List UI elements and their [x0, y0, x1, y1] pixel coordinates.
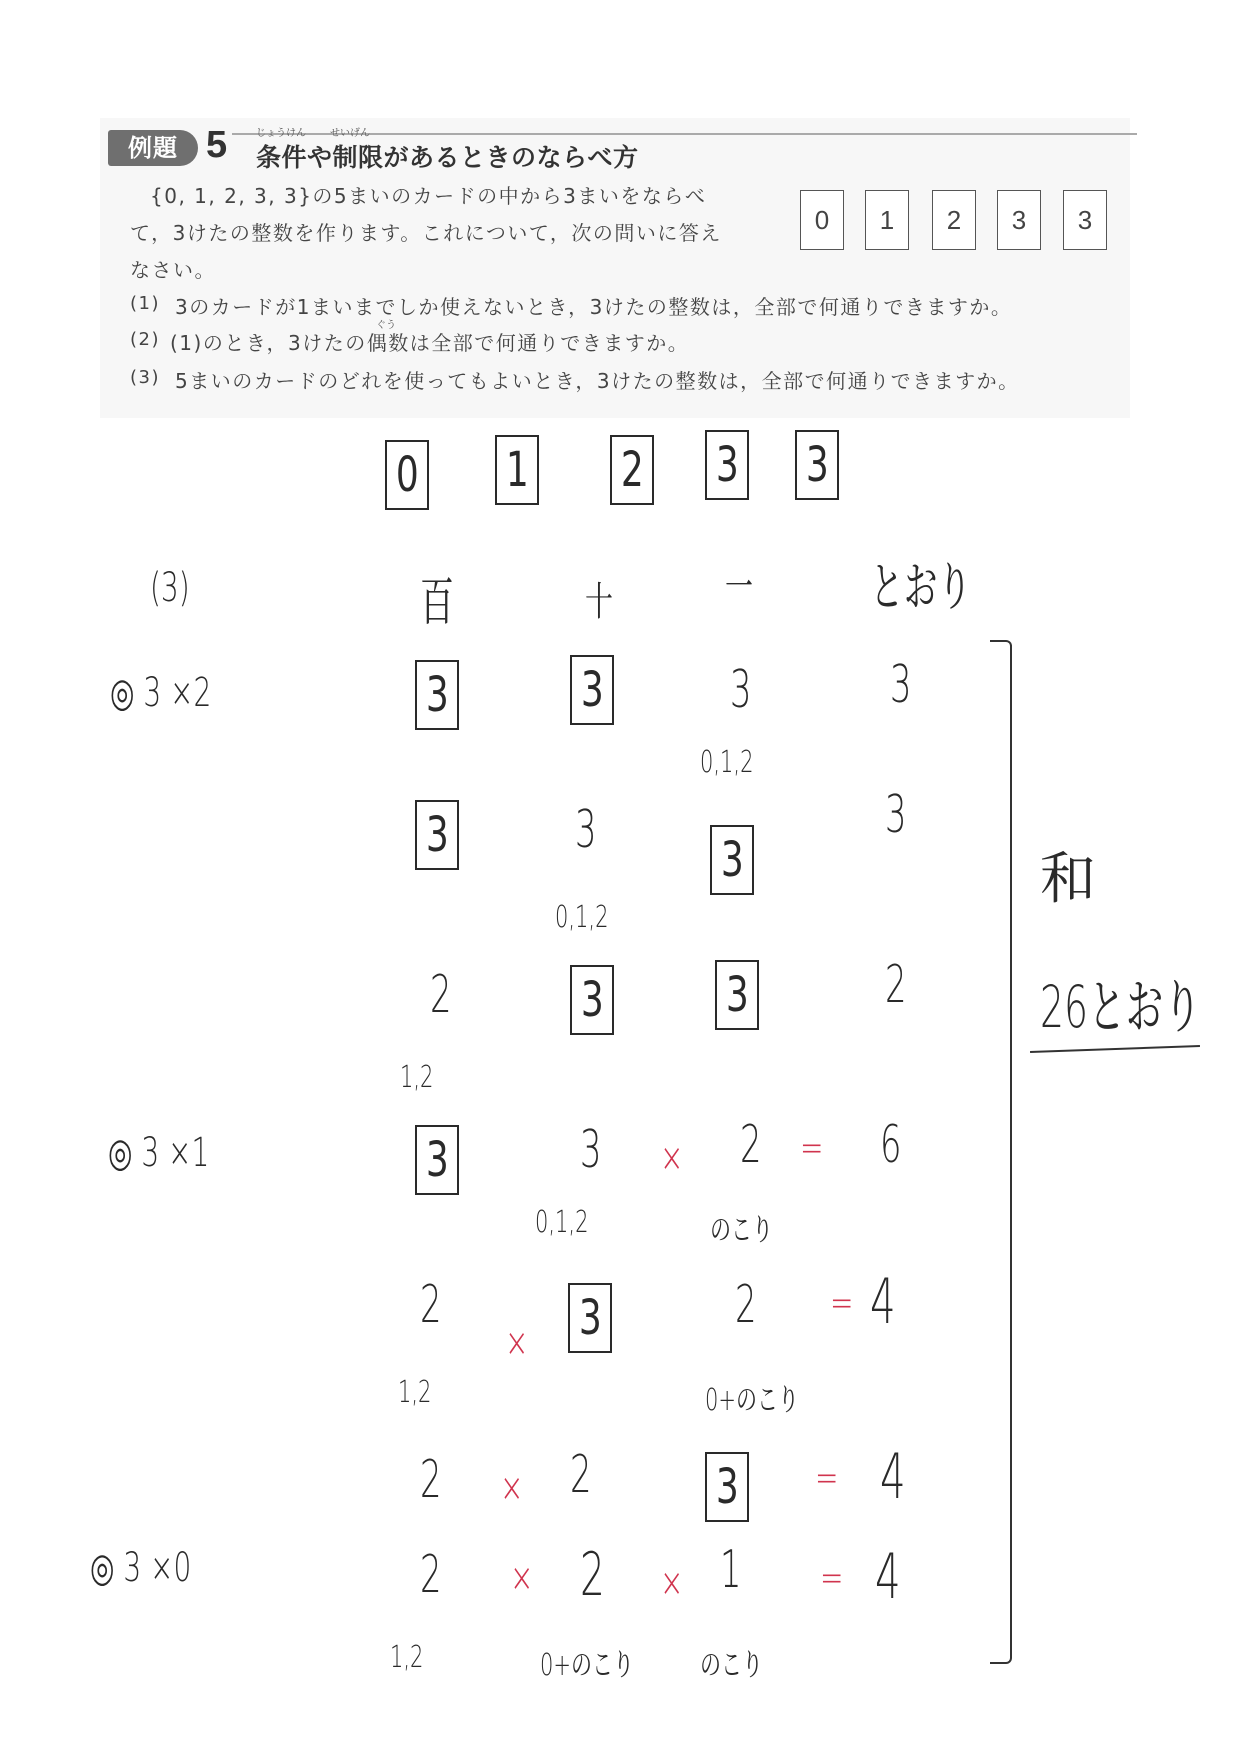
- hw-a3-hundreds-note: 1,2: [400, 1060, 434, 1095]
- hw-c1-tens-note: 0+のこり: [540, 1648, 634, 1683]
- total-underline: [1030, 1045, 1200, 1053]
- question-2-label: (2): [130, 329, 160, 350]
- hw-b3-ones: 3: [705, 1452, 749, 1522]
- hw-c1-ones: 1: [720, 1540, 742, 1600]
- hw-a1-tens: 3: [570, 655, 614, 725]
- hw-card-3a: 3: [705, 430, 749, 500]
- hw-col-hundreds: 百: [420, 573, 454, 633]
- hw-b2-equals: =: [830, 1280, 854, 1326]
- hw-c1-hundreds-note: 1,2: [390, 1640, 424, 1675]
- hw-b2-ones: 2: [735, 1275, 757, 1335]
- hw-a1-ones: 3: [730, 660, 752, 720]
- hw-a2-tens: 3: [575, 800, 597, 860]
- intro-line-3: なさい。: [130, 258, 216, 282]
- hw-b3-tens: 2: [570, 1445, 592, 1505]
- hw-a3-tens: 3: [570, 965, 614, 1035]
- hw-c1-times-2: ×: [660, 1560, 684, 1606]
- example-number: 5: [206, 124, 228, 166]
- hw-b1-count: 6: [880, 1115, 902, 1175]
- card-2: 2: [932, 190, 976, 250]
- intro-line-2: て，3けたの整数を作ります。これについて，次の問いに答え: [130, 221, 722, 245]
- question-1-text: 3のカードが1まいまでしか使えないとき，3けたの整数は，全部で何通りできますか。: [175, 295, 1013, 319]
- hw-b2-hundreds: 2: [420, 1275, 442, 1335]
- hw-question-label: (3): [150, 565, 190, 611]
- intro-line-1: {0, 1, 2, 3, 3}の5まいのカードの中から3まいをならべ: [150, 184, 707, 208]
- hw-b2-times: ×: [505, 1320, 529, 1366]
- hw-b1-tens: 3: [580, 1120, 602, 1180]
- sum-bracket: [990, 640, 1012, 1664]
- question-2-text: (1)のとき，3けたの偶数は全部で何通りできますか。: [170, 331, 690, 355]
- hw-col-count: とおり: [870, 558, 972, 618]
- card-1: 1: [865, 190, 909, 250]
- hw-card-3b: 3: [795, 430, 839, 500]
- hw-a2-hundreds: 3: [415, 800, 459, 870]
- hw-b1-hundreds: 3: [415, 1125, 459, 1195]
- question-3-label: (3): [130, 367, 160, 388]
- hw-b3-hundreds: 2: [420, 1450, 442, 1510]
- hw-b3-count: 4: [880, 1440, 906, 1513]
- hw-col-ones: 一: [725, 564, 753, 610]
- hw-card-0: 0: [385, 440, 429, 510]
- card-3b: 3: [1063, 190, 1107, 250]
- hw-card-2: 2: [610, 435, 654, 505]
- hw-a3-hundreds: 2: [430, 965, 452, 1025]
- hw-b1-times: ×: [660, 1135, 684, 1181]
- hw-c1-count: 4: [875, 1540, 901, 1613]
- hw-case-c-label: ◎ 3 ×0: [90, 1545, 192, 1591]
- hw-b2-hundreds-note: 1,2: [398, 1375, 432, 1410]
- question-2-ruby: ぐう: [376, 320, 396, 331]
- hw-a3-ones: 3: [715, 960, 759, 1030]
- question-3-text: 5まいのカードのどれを使ってもよいとき，3けたの整数は，全部で何通りできますか。: [175, 369, 1020, 393]
- hw-c1-equals: =: [820, 1555, 844, 1601]
- hw-a3-count: 2: [885, 955, 907, 1015]
- hw-a1-hundreds: 3: [415, 660, 459, 730]
- hw-c1-times-1: ×: [510, 1555, 534, 1601]
- hw-b3-equals: =: [815, 1455, 839, 1501]
- hw-a2-count: 3: [885, 785, 907, 845]
- hw-a1-ones-note: 0,1,2: [700, 745, 754, 780]
- hw-b3-times: ×: [500, 1465, 524, 1511]
- hw-b1-equals: =: [800, 1125, 824, 1171]
- hw-b2-tens: 3: [568, 1283, 612, 1353]
- card-3a: 3: [997, 190, 1041, 250]
- hw-a2-ones: 3: [710, 825, 754, 895]
- hw-card-1: 1: [495, 435, 539, 505]
- hw-total: 26とおり: [1040, 973, 1202, 1041]
- title-ruby-2: せいげん: [330, 128, 370, 139]
- hw-b1-ones: 2: [740, 1115, 762, 1175]
- hw-c1-ones-note: のこり: [700, 1648, 763, 1683]
- hw-c1-hundreds: 2: [420, 1545, 442, 1605]
- problem-title: 条件や制限があるときのならべ方: [256, 143, 639, 172]
- hw-b1-ones-note: のこり: [710, 1213, 773, 1248]
- title-ruby-1: じょうけん: [256, 128, 306, 139]
- hw-case-a-label: ◎ 3 ×2: [110, 670, 212, 716]
- card-0: 0: [800, 190, 844, 250]
- hw-a1-count: 3: [890, 655, 912, 715]
- example-badge: 例題: [108, 130, 198, 166]
- hw-b1-tens-note: 0,1,2: [535, 1205, 589, 1240]
- hw-b2-count: 4: [870, 1265, 896, 1338]
- hw-case-b-label: ◎ 3 ×1: [108, 1130, 210, 1176]
- hw-sum-label: 和: [1040, 847, 1096, 912]
- hw-a2-tens-note: 0,1,2: [555, 900, 609, 935]
- hw-c1-tens: 2: [580, 1540, 605, 1610]
- hw-col-tens: 十: [585, 579, 613, 625]
- question-1-label: (1): [130, 293, 160, 314]
- hw-b2-ones-note: 0+のこり: [705, 1383, 799, 1418]
